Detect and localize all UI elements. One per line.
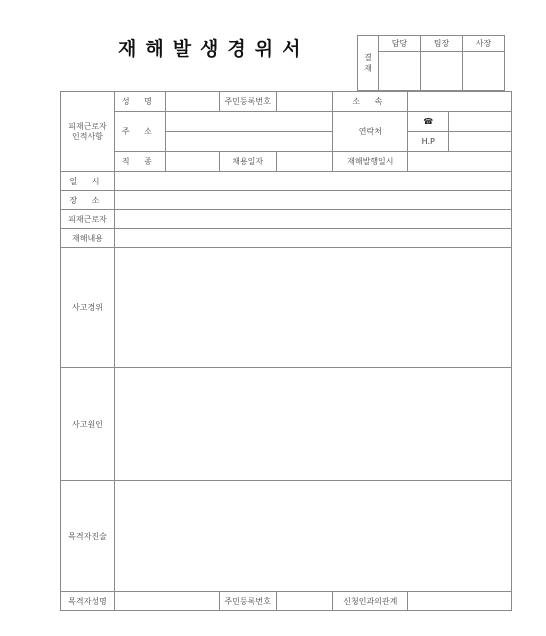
- content-label: 재해내용: [61, 229, 115, 248]
- process-field[interactable]: [114, 248, 511, 368]
- department-label: 소 속: [333, 92, 408, 112]
- approval-signature-team-leader[interactable]: [421, 52, 463, 91]
- witness-statement-label: 목격자진술: [61, 481, 115, 592]
- witness-name-label: 목격자성명: [61, 592, 115, 611]
- hire-date-field[interactable]: [276, 152, 333, 172]
- relation-label: 신청인과의관계: [333, 592, 408, 611]
- approval-header-team-leader: 팀장: [421, 36, 463, 52]
- document-title: 재해발생경위서: [118, 38, 310, 60]
- approval-signature-staff[interactable]: [379, 52, 421, 91]
- address-field-line1[interactable]: [165, 112, 333, 132]
- phone-icon: ☎: [408, 112, 449, 132]
- approval-signature-president[interactable]: [463, 52, 505, 91]
- incident-datetime-label: 재해발행일시: [333, 152, 408, 172]
- approval-box: [357, 35, 505, 91]
- approval-label-bottom: 재: [364, 64, 372, 73]
- relation-field[interactable]: [408, 592, 512, 611]
- accident-report-form: [60, 91, 512, 611]
- name-label: 성 명: [114, 92, 165, 112]
- witness-name-field[interactable]: [114, 592, 219, 611]
- datetime-label: 일 시: [61, 172, 115, 191]
- department-field[interactable]: [408, 92, 512, 112]
- approval-label-top: 결: [364, 53, 372, 62]
- hp-label: H.P: [408, 132, 449, 152]
- place-label: 장 소: [61, 191, 115, 210]
- witness-id-field[interactable]: [276, 592, 333, 611]
- place-field[interactable]: [114, 191, 511, 210]
- datetime-field[interactable]: [114, 172, 511, 191]
- incident-datetime-field[interactable]: [408, 152, 512, 172]
- job-label: 직 종: [114, 152, 165, 172]
- victim-info-section-label: 피재근로자 인적사항: [61, 92, 115, 172]
- resident-id-field[interactable]: [276, 92, 333, 112]
- witness-id-label: 주민등록번호: [219, 592, 276, 611]
- witness-statement-field[interactable]: [114, 481, 511, 592]
- hire-date-label: 채용일자: [219, 152, 276, 172]
- cause-field[interactable]: [114, 368, 511, 481]
- cause-label: 사고원인: [61, 368, 115, 481]
- approval-header-staff: 담당: [379, 36, 421, 52]
- content-field[interactable]: [114, 229, 511, 248]
- job-field[interactable]: [165, 152, 219, 172]
- contact-label: 연락처: [333, 112, 408, 152]
- victim-field[interactable]: [114, 210, 511, 229]
- address-label: 주 소: [114, 112, 165, 152]
- resident-id-label: 주민등록번호: [219, 92, 276, 112]
- victim-label: 피재근로자: [61, 210, 115, 229]
- approval-label: [358, 36, 379, 91]
- address-field-line2[interactable]: [165, 132, 333, 152]
- name-field[interactable]: [165, 92, 219, 112]
- hp-field[interactable]: [449, 132, 512, 152]
- approval-header-president: 사장: [463, 36, 505, 52]
- process-label: 사고경위: [61, 248, 115, 368]
- phone-field[interactable]: [449, 112, 512, 132]
